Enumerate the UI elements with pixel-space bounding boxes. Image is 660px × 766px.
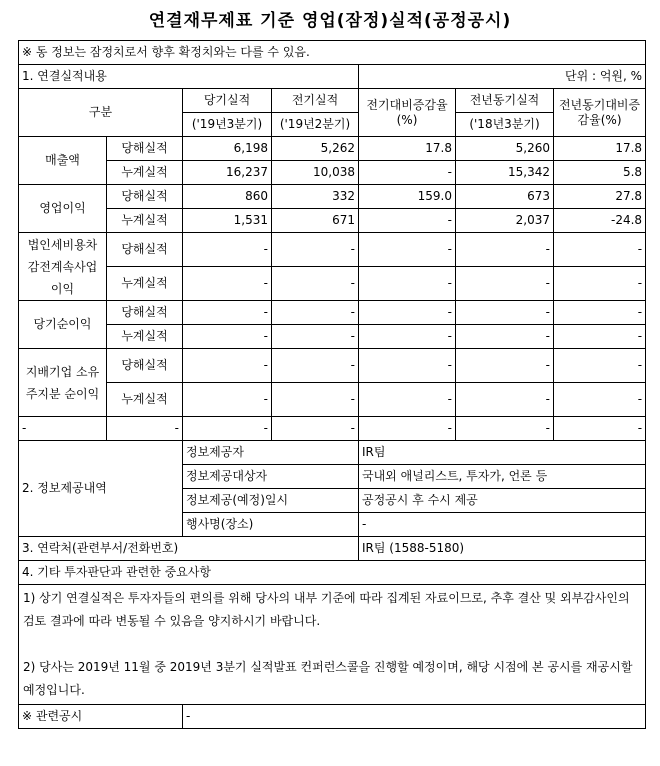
note-2: 2) 당사는 2019년 11월 중 2019년 3분기 실적발표 컨퍼런스콜을 진행할 예정이며, 해당 시점에 본 공시를 재공시할 예정입니다. [23,660,633,697]
info-value: 공정공시 후 수시 제공 [359,489,646,513]
section4-label: 4. 기타 투자판단과 관련한 중요사항 [19,561,646,585]
cell-yoy: - [554,267,646,301]
cell-yoy: - [554,349,646,383]
section3-label: 3. 연락처(관련부서/전화번호) [19,537,359,561]
header-prior-year-period: ('18년3분기) [456,113,554,137]
section1-label: 1. 연결실적내용 [19,65,359,89]
cell-prior: - [456,417,554,441]
cell-previous: 671 [272,209,359,233]
cell-current: - [183,349,272,383]
cell-qoq: 159.0 [359,185,456,209]
cell-previous: - [272,383,359,417]
cell-current: - [183,417,272,441]
info-key: 정보제공자 [183,441,359,465]
cell-current: - [183,301,272,325]
header-current: 당기실적 [183,89,272,113]
info-key: 행사명(장소) [183,513,359,537]
info-value: IR팀 [359,441,646,465]
notice-text: ※ 동 정보는 잠정치로서 향후 확정치와는 다를 수 있음. [19,41,646,65]
cell-current: - [183,233,272,267]
row-group-revenue: 매출액 [19,137,107,185]
cell-previous: - [272,349,359,383]
cell-prior: - [456,383,554,417]
row-sub: 누계실적 [107,161,183,185]
cell-current: - [183,325,272,349]
cell-yoy: - [554,301,646,325]
cell-qoq: 17.8 [359,137,456,161]
cell-qoq: - [359,209,456,233]
cell-yoy: -24.8 [554,209,646,233]
contact-value: IR팀 (1588-5180) [359,537,646,561]
cell-previous: 332 [272,185,359,209]
row-sub: 누계실적 [107,209,183,233]
cell-previous: - [272,417,359,441]
cell-yoy: - [554,325,646,349]
cell-qoq: - [359,383,456,417]
header-current-period: ('19년3분기) [183,113,272,137]
cell-current: - [183,383,272,417]
cell-qoq: - [359,349,456,383]
cell-current: 16,237 [183,161,272,185]
page-title: 연결재무제표 기준 영업(잠정)실적(공정공시) [148,11,512,31]
cell-qoq: - [359,417,456,441]
cell-yoy: - [554,233,646,267]
cell-yoy: 17.8 [554,137,646,161]
row-sub: 누계실적 [107,267,183,301]
header-prior-year: 전년동기실적 [456,89,554,113]
disclosure-table [18,40,646,729]
cell-yoy: 5.8 [554,161,646,185]
note-1: 1) 상기 연결실적은 투자자들의 편의를 위해 당사의 내부 기준에 따라 집계된 자료이므로, 추후 결산 및 외부감사인의 검토 결과에 따라 변동될 수 있음을 양지하시기 바랍니다. [23,591,630,628]
row-sub: - [107,417,183,441]
cell-current: 860 [183,185,272,209]
cell-qoq: - [359,233,456,267]
row-sub: 누계실적 [107,325,183,349]
cell-yoy: - [554,417,646,441]
cell-previous: - [272,233,359,267]
row-sub: 당해실적 [107,233,183,267]
header-category: 구분 [19,89,183,137]
cell-prior: 673 [456,185,554,209]
cell-prior: - [456,301,554,325]
cell-yoy: 27.8 [554,185,646,209]
cell-prior: 5,260 [456,137,554,161]
cell-current: 6,198 [183,137,272,161]
related-disclosure-value: - [183,705,646,729]
info-value: - [359,513,646,537]
other-notes [19,585,646,705]
cell-previous: - [272,301,359,325]
cell-qoq: - [359,301,456,325]
section2-label: 2. 정보제공내역 [19,441,183,537]
row-sub: 당해실적 [107,349,183,383]
cell-qoq: - [359,161,456,185]
header-qoq: 전기대비증감율(%) [359,89,456,137]
row-group-blank: - [19,417,107,441]
cell-prior: 2,037 [456,209,554,233]
header-previous: 전기실적 [272,89,359,113]
info-key: 정보제공대상자 [183,465,359,489]
cell-prior: 15,342 [456,161,554,185]
cell-previous: 5,262 [272,137,359,161]
info-value: 국내외 애널리스트, 투자가, 언론 등 [359,465,646,489]
row-group-controlling-net-income: 지배기업 소유주지분 순이익 [19,349,107,417]
info-key: 정보제공(예정)일시 [183,489,359,513]
related-disclosure-label: ※ 관련공시 [19,705,183,729]
cell-current: - [183,267,272,301]
cell-prior: - [456,325,554,349]
cell-prior: - [456,233,554,267]
cell-qoq: - [359,325,456,349]
row-sub: 당해실적 [107,301,183,325]
row-group-net-income: 당기순이익 [19,301,107,349]
row-sub: 당해실적 [107,185,183,209]
cell-yoy: - [554,383,646,417]
row-sub: 당해실적 [107,137,183,161]
cell-previous: - [272,325,359,349]
unit-label: 단위 : 억원, % [359,65,646,89]
header-yoy: 전년동기대비증감율(%) [554,89,646,137]
cell-previous: - [272,267,359,301]
row-sub: 누계실적 [107,383,183,417]
row-group-operating-profit: 영업이익 [19,185,107,233]
cell-current: 1,531 [183,209,272,233]
cell-prior: - [456,349,554,383]
cell-previous: 10,038 [272,161,359,185]
header-previous-period: ('19년2분기) [272,113,359,137]
row-group-pretax-income: 법인세비용차감전계속사업이익 [19,233,107,301]
cell-prior: - [456,267,554,301]
cell-qoq: - [359,267,456,301]
